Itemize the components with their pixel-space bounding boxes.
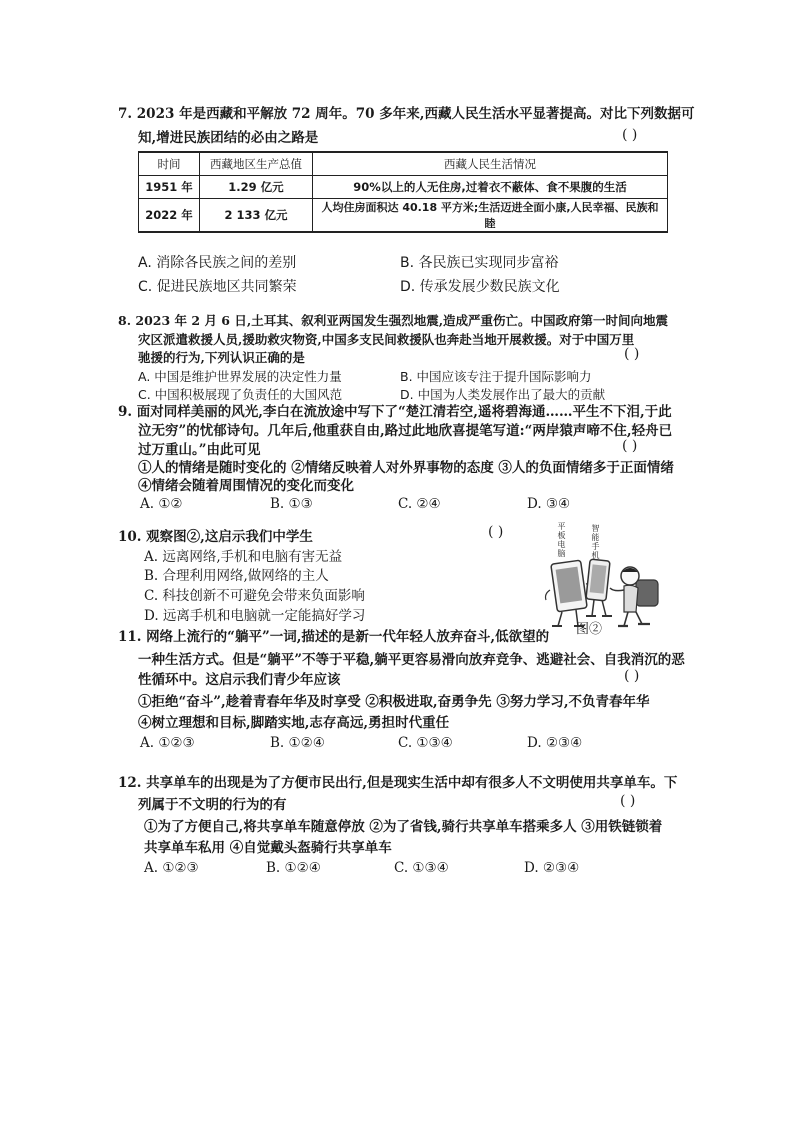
q8-stem-line1: 8. 2023 年 2 月 6 日,土耳其、叙利亚两国发生强烈地震,造成严重伤亡。中国政府第一时间向地震 (118, 313, 669, 328)
q11-option-c[interactable]: C. ①③④ (398, 735, 453, 751)
q8-stem-line2: 灾区派遣救援人员,援助救灾物资,中国多支民间救援队也奔赴当地开展救援。对于中国万里 (138, 332, 635, 347)
tablet-label: 平板电脑 (557, 522, 566, 558)
q12-option-a[interactable]: A. ①②③ (144, 860, 199, 876)
q8-stem-line3: 驰援的行为,下列认识正确的是 (138, 350, 305, 365)
q9-statements-line1: ①人的情绪是随时变化的 ②情绪反映着人对外界事物的态度 ③人的负面情绪多于正面情绪 (138, 460, 674, 476)
q9-stem-line2: 泣无穷”的忧郁诗句。几年后,他重获自由,路过此地欣喜提笔写道:“两岸猿声啼不住,轻舟已 (138, 423, 673, 439)
q10-answer-paren[interactable]: ( ) (488, 524, 504, 540)
q7-data-table (138, 151, 668, 233)
q7-answer-paren[interactable]: ( ) (622, 127, 638, 143)
table-row (139, 176, 668, 199)
q12-answer-paren[interactable]: ( ) (620, 793, 636, 809)
q7-option-a[interactable]: A. 消除各民族之间的差别 (138, 255, 297, 271)
q11-option-b[interactable]: B. ①②④ (270, 735, 325, 751)
phone-drawing (586, 559, 612, 616)
q9-statements-line2: ④情绪会随着周围情况的变化而变化 (138, 478, 354, 494)
table-cell: 1951 年 (139, 176, 200, 199)
table-header-cell: 西藏人民生活情况 (313, 152, 668, 176)
table-cell: 人均住房面积达 40.18 平方米;生活迈进全面小康,人民幸福、民族和睦 (313, 199, 668, 233)
q9-option-a[interactable]: A. ①② (140, 496, 183, 512)
table-header-row (139, 152, 668, 176)
phone-label: 智能手机 (591, 524, 600, 560)
q8-option-c[interactable]: C. 中国积极展现了负责任的大国风范 (138, 387, 343, 402)
table-cell: 1.29 亿元 (200, 176, 313, 199)
q9-answer-paren[interactable]: ( ) (622, 438, 638, 454)
table-row (139, 199, 668, 233)
q12-option-c[interactable]: C. ①③④ (394, 860, 449, 876)
table-cell: 90%以上的人无住房,过着衣不蔽体、食不果腹的生活 (313, 176, 668, 199)
q11-option-d[interactable]: D. ②③④ (527, 735, 583, 751)
q10-option-a[interactable]: A. 远离网络,手机和电脑有害无益 (144, 549, 343, 565)
q11-statements-line1: ①拒绝“奋斗”,趁着青春年华及时享受 ②积极进取,奋勇争先 ③努力学习,不负青春年华 (138, 694, 650, 710)
q7-option-d[interactable]: D. 传承发展少数民族文化 (400, 279, 560, 295)
q8-answer-paren[interactable]: ( ) (624, 346, 640, 362)
q11-option-a[interactable]: A. ①②③ (140, 735, 195, 751)
table-cell: 2022 年 (139, 199, 200, 233)
q11-stem-line2: 一种生活方式。但是“躺平”不等于平稳,躺平更容易滑向放弃竞争、逃避社会、自我消沉的恶 (138, 652, 685, 668)
table-cell: 2 133 亿元 (200, 199, 313, 233)
q10-option-b[interactable]: B. 合理利用网络,做网络的主人 (144, 568, 329, 584)
q12-stem-line1: 12. 共享单车的出现是为了方便市民出行,但是现实生活中却有很多人不文明使用共享单车。下 (118, 775, 678, 791)
table-header-cell: 西藏地区生产总值 (200, 152, 313, 176)
q10-stem: 10. 观察图②,这启示我们中学生 (118, 529, 313, 545)
q7-stem-line2: 知,增进民族团结的必由之路是 (138, 130, 319, 146)
q9-option-d[interactable]: D. ③④ (527, 496, 571, 512)
q8-option-a[interactable]: A. 中国是维护世界发展的决定性力量 (138, 369, 342, 384)
q12-stem-line2: 列属于不文明的行为的有 (138, 797, 287, 813)
q12-statements-line1: ①为了方便自己,将共享单车随意停放 ②为了省钱,骑行共享单车搭乘多人 ③用铁链锁着 (144, 819, 663, 835)
q11-statements-line2: ④树立理想和目标,脚踏实地,志存高远,勇担时代重任 (138, 715, 450, 731)
q11-stem-line3: 性循环中。这启示我们青少年应该 (138, 672, 341, 688)
q9-option-c[interactable]: C. ②④ (398, 496, 441, 512)
q8-option-d[interactable]: D. 中国为人类发展作出了最大的贡献 (400, 387, 606, 402)
figure-caption: 图② (576, 622, 603, 637)
q7-option-b[interactable]: B. 各民族已实现同步富裕 (400, 255, 559, 271)
q11-stem-line1: 11. 网络上流行的“躺平”一词,描述的是新一代年轻人放弃奋斗,低欲望的 (118, 629, 550, 645)
q11-answer-paren[interactable]: ( ) (624, 668, 640, 684)
q12-statements-line2: 共享单车私用 ④自觉戴头盔骑行共享单车 (144, 840, 392, 856)
q7-option-c[interactable]: C. 促进民族地区共同繁荣 (138, 279, 297, 295)
q10-option-d[interactable]: D. 远离手机和电脑就一定能搞好学习 (144, 608, 366, 624)
q7-stem-line1: 7. 2023 年是西藏和平解放 72 周年。70 多年来,西藏人民生活水平显著提高。对比下列数据可 (118, 106, 695, 122)
q12-option-b[interactable]: B. ①②④ (266, 860, 321, 876)
table-header-cell: 时间 (139, 152, 200, 176)
q10-cartoon-figure (540, 520, 668, 638)
q10-option-c[interactable]: C. 科技创新不可避免会带来负面影响 (144, 588, 365, 604)
q12-option-d[interactable]: D. ②③④ (524, 860, 580, 876)
student-drawing (610, 567, 658, 626)
q9-stem-line1: 9. 面对同样美丽的风光,李白在流放途中写下了“楚江清若空,遥将碧海通……平生不下泪,于此 (118, 404, 672, 420)
q9-stem-line3: 过万重山。”由此可见 (138, 442, 261, 458)
q9-option-b[interactable]: B. ①③ (270, 496, 313, 512)
q8-option-b[interactable]: B. 中国应该专注于提升国际影响力 (400, 369, 592, 384)
